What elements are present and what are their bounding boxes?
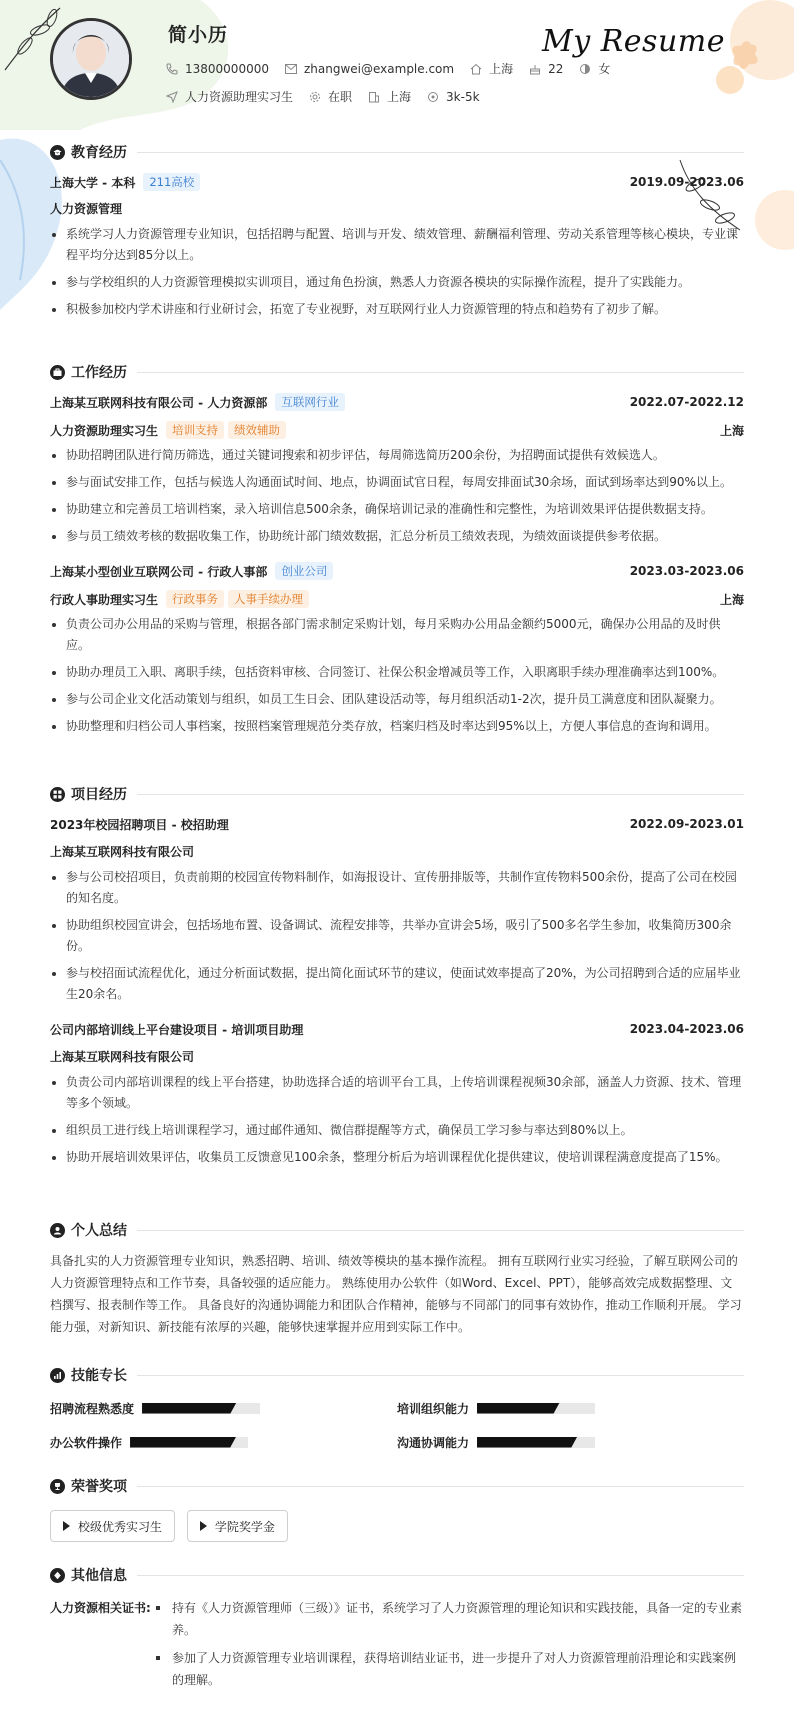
award-item[interactable]: 校级优秀实习生	[50, 1510, 175, 1542]
avatar	[50, 18, 132, 100]
certificates-list	[150, 1597, 744, 1697]
major: 人力资源管理	[50, 202, 123, 216]
section-title: 项目经历	[50, 784, 744, 804]
list-item: 积极参加校内学术讲座和行业研讨会，拓宽了专业视野，对互联网行业人力资源管理的特点和趋势有了初步了解。	[50, 299, 744, 320]
age-text: 22	[548, 61, 564, 76]
work-section	[50, 362, 744, 737]
skill-bar	[477, 1403, 595, 1414]
skill-bar-fill	[142, 1403, 236, 1414]
award-item[interactable]: 学院奖学金	[187, 1510, 288, 1542]
location-text: 上海	[489, 62, 514, 76]
contact-row	[166, 60, 626, 77]
skills-section	[50, 1365, 744, 1459]
education-date: 2019.09-2023.06	[629, 175, 744, 189]
project-org: 上海某互联网科技有限公司	[50, 1050, 195, 1064]
position-tag: 绩效辅助	[228, 421, 286, 439]
list-item: 参与校招面试流程优化，通过分析面试数据，提出简化面试环节的建议，使面试效率提高了20%，为公司招聘到合适的应届毕业生20余名。	[50, 963, 744, 1005]
school-name: 上海大学 - 本科	[50, 175, 136, 190]
section-title: 其他信息	[50, 1565, 744, 1585]
company-name: 上海某互联网科技有限公司 - 人力资源部	[50, 395, 268, 410]
coin-icon	[427, 91, 439, 103]
mail-icon	[285, 64, 297, 74]
position-name: 人力资源助理实习生	[50, 423, 159, 438]
city-text: 上海	[387, 90, 412, 104]
certificates-row	[50, 1597, 744, 1697]
company-tag: 创业公司	[275, 562, 333, 580]
user-icon	[50, 1223, 65, 1238]
phone-icon	[166, 63, 178, 75]
work-location: 上海	[719, 592, 744, 607]
gender-icon	[579, 63, 591, 75]
location-info	[470, 60, 513, 77]
projects-section	[50, 784, 744, 1168]
list-item: 参加了人力资源管理专业培训课程，获得培训结业证书，进一步提升了对人力资源管理前沿理论和实践案例的理解。	[150, 1647, 744, 1691]
email-info	[285, 62, 454, 76]
home-icon	[470, 63, 482, 75]
education-entry-head	[50, 172, 744, 192]
work-entry-1	[50, 392, 744, 547]
list-item: 持有《人力资源管理师（三级）》证书，系统学习了人力资源管理的理论知识和实践技能，具备一定的专业素养。	[150, 1597, 744, 1641]
list-item: 参与员工绩效考核的数据收集工作，协助统计部门绩效数据，汇总分析员工绩效表现，为绩效面谈提供参考依据。	[50, 526, 744, 547]
summary-section	[50, 1220, 744, 1338]
list-item: 协助办理员工入职、离职手续，包括资料审核、合同签订、社保公积金增减员等工作，入职离职手续办理准确率达到100%。	[50, 662, 744, 683]
work-entry-2	[50, 561, 744, 737]
age-info	[529, 62, 563, 76]
building-icon	[368, 91, 380, 103]
awards-list	[50, 1510, 744, 1542]
grid-icon	[50, 787, 65, 802]
skill-item: 办公软件操作	[50, 1434, 397, 1451]
list-item: 协助招聘团队进行简历筛选，通过关键词搜索和初步评估，每周筛选简历200余份，为招聘面试提供有效候选人。	[50, 445, 744, 466]
project-date: 2022.09-2023.01	[629, 817, 744, 831]
skill-bar	[142, 1403, 260, 1414]
candidate-name: 简小历	[168, 24, 229, 46]
list-item: 参与公司校招项目，负责前期的校园宣传物料制作，如海报设计、宣传册排版等，共制作宣传物料500余份，提高了公司在校园的知名度。	[50, 867, 744, 909]
education-bullets	[50, 224, 744, 320]
position-name: 行政人事助理实习生	[50, 592, 159, 607]
list-item: 负责公司办公用品的采购与管理，根据各部门需求制定采购计划，每月采购办公用品金额约5000元，确保办公用品的及时供应。	[50, 614, 744, 656]
status-info	[309, 88, 352, 105]
list-item: 负责公司内部培训课程的线上平台搭建，协助选择合适的培训平台工具，上传培训课程视频30余部，涵盖人力资源、技术、管理等多个领域。	[50, 1072, 744, 1114]
project-entry-2	[50, 1019, 744, 1168]
status-text: 在职	[328, 90, 353, 104]
position-tag: 行政事务	[166, 590, 224, 608]
project-name: 2023年校园招聘项目 - 校招助理	[50, 817, 229, 832]
phone-info	[166, 62, 269, 76]
section-title: 荣誉奖项	[50, 1476, 744, 1496]
section-title: 技能专长	[50, 1365, 744, 1385]
section-title: 个人总结	[50, 1220, 744, 1240]
project-entry-1	[50, 814, 744, 1005]
gender-text: 女	[598, 62, 611, 76]
job-target-info	[166, 88, 293, 105]
job-target-text: 人力资源助理实习生	[185, 90, 294, 104]
school-tag: 211高校	[143, 173, 200, 191]
info-icon	[50, 1568, 65, 1583]
phone-text: 13800000000	[185, 61, 269, 76]
graduation-cap-icon	[50, 145, 65, 160]
summary-text: 具备扎实的人力资源管理专业知识，熟悉招聘、培训、绩效等模块的基本操作流程。 拥有互联网行业实习经验，了解互联网公司的人力资源管理特点和工作节奏，具备较强的适应能力。 熟练使用办公软件（如Word、Excel、PPT），能够高效完成数据整理、文档撰写、报表制作等工作。 具备良好的沟通协调能力和团队合作精神，能够与不同部门的同事有效协作，推动工作顺利开展。 学习能力强，对新知识、新技能有浓厚的兴趣，能够快速掌握并应用到实际工作中。	[50, 1254, 742, 1334]
project-org: 上海某互联网科技有限公司	[50, 845, 195, 859]
skill-bar	[130, 1437, 248, 1448]
send-icon	[166, 91, 178, 103]
play-icon	[200, 1521, 207, 1531]
education-section	[50, 142, 744, 320]
gender-info	[579, 60, 610, 77]
position-tag: 人事手续办理	[228, 590, 309, 608]
city-info	[368, 88, 411, 105]
skill-bar-fill	[130, 1437, 236, 1448]
skill-bar-fill	[477, 1437, 577, 1448]
list-item: 协助建立和完善员工培训档案，录入培训信息500余条，确保培训记录的准确性和完整性，为培训效果评估提供数据支持。	[50, 499, 744, 520]
skill-item: 招聘流程熟悉度	[50, 1400, 397, 1417]
work-location: 上海	[719, 423, 744, 438]
bar-chart-icon	[50, 1368, 65, 1383]
project-date: 2023.04-2023.06	[629, 1022, 744, 1036]
salary-text: 3k-5k	[446, 89, 480, 104]
gear-icon	[309, 91, 321, 103]
work-date: 2022.07-2022.12	[629, 395, 744, 409]
job-intention-row	[166, 88, 496, 105]
position-tag: 培训支持	[166, 421, 224, 439]
company-name: 上海某小型创业互联网公司 - 行政人事部	[50, 564, 268, 579]
trophy-icon	[50, 1479, 65, 1494]
section-title: 教育经历	[50, 142, 744, 162]
skill-item: 培训组织能力	[397, 1400, 744, 1417]
company-tag: 互联网行业	[275, 393, 345, 411]
list-item: 协助开展培训效果评估，收集员工反馈意见100余条，整理分析后为培训课程优化提供建议，使培训课程满意度提高了15%。	[50, 1147, 744, 1168]
cake-icon	[529, 63, 541, 75]
list-item: 系统学习人力资源管理专业知识，包括招聘与配置、培训与开发、绩效管理、薪酬福利管理、劳动关系管理等核心模块，专业课程平均分达到85分以上。	[50, 224, 744, 266]
section-title: 工作经历	[50, 362, 744, 382]
list-item: 协助组织校园宣讲会，包括场地布置、设备调试、流程安排等，共举办宣讲会5场，吸引了500多名学生参加，收集简历300余份。	[50, 915, 744, 957]
play-icon	[63, 1521, 70, 1531]
list-item: 组织员工进行线上培训课程学习，通过邮件通知、微信群提醒等方式，确保员工学习参与率达到80%以上。	[50, 1120, 744, 1141]
salary-info	[427, 90, 480, 104]
other-section	[50, 1565, 744, 1697]
email-text: zhangwei@example.com	[303, 61, 455, 76]
briefcase-icon	[50, 365, 65, 380]
list-item: 参与面试安排工作，包括与候选人沟通面试时间、地点，协调面试官日程，每周安排面试30余场，面试到场率达到90%以上。	[50, 472, 744, 493]
certificates-label: 人力资源相关证书:	[50, 1601, 151, 1615]
list-item: 参与学校组织的人力资源管理模拟实训项目，通过角色扮演，熟悉人力资源各模块的实际操作流程，提升了实践能力。	[50, 272, 744, 293]
skill-item: 沟通协调能力	[397, 1434, 744, 1451]
list-item: 参与公司企业文化活动策划与组织，如员工生日会、团队建设活动等，每月组织活动1-2次，提升员工满意度和团队凝聚力。	[50, 689, 744, 710]
work-date: 2023.03-2023.06	[629, 564, 744, 578]
skill-bar-fill	[477, 1403, 560, 1414]
project-name: 公司内部培训线上平台建设项目 - 培训项目助理	[50, 1022, 304, 1037]
awards-section	[50, 1476, 744, 1542]
list-item: 协助整理和归档公司人事档案，按照档案管理规范分类存放，档案归档及时率达到95%以上，方便人事信息的查询和调用。	[50, 716, 744, 737]
skill-bar	[477, 1437, 595, 1448]
my-resume-title: My Resume	[542, 24, 725, 59]
resume-header	[0, 0, 794, 130]
